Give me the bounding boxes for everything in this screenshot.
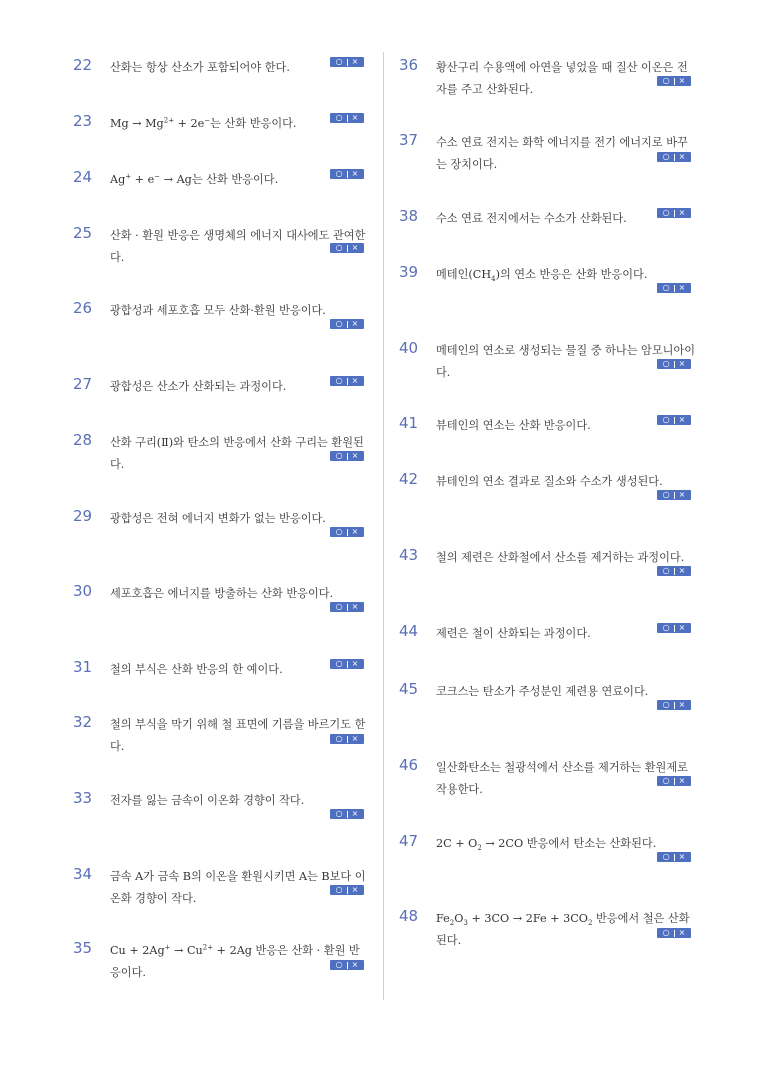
ox-answer-badge[interactable] <box>657 776 691 786</box>
badge-separator <box>674 625 675 632</box>
o-mark-icon: ○ <box>335 734 343 743</box>
x-mark-icon: × <box>351 960 359 969</box>
x-mark-icon: × <box>678 283 686 292</box>
o-mark-icon: ○ <box>662 283 670 292</box>
x-mark-icon: × <box>678 700 686 709</box>
x-mark-icon: × <box>678 776 686 785</box>
x-mark-icon: × <box>351 57 359 66</box>
question-number: 30 <box>73 582 93 600</box>
question-number: 24 <box>73 168 93 186</box>
question-number: 46 <box>399 756 419 774</box>
ox-answer-badge[interactable] <box>657 700 691 710</box>
x-mark-icon: × <box>678 490 686 499</box>
badge-separator <box>674 778 675 785</box>
badge-separator <box>347 59 348 66</box>
o-mark-icon: ○ <box>335 169 343 178</box>
badge-separator <box>674 285 675 292</box>
badge-separator <box>674 492 675 499</box>
question-number: 40 <box>399 339 419 357</box>
ox-answer-badge[interactable] <box>330 734 364 744</box>
question-number: 42 <box>399 470 419 488</box>
badge-separator <box>347 811 348 818</box>
question-number: 37 <box>399 131 419 149</box>
question-text: 산화 구리(Ⅱ)와 탄소의 반응에서 산화 구리는 환원된다. <box>110 436 364 471</box>
o-mark-icon: ○ <box>662 623 670 632</box>
x-mark-icon: × <box>678 415 686 424</box>
o-mark-icon: ○ <box>335 960 343 969</box>
ox-answer-badge[interactable] <box>330 169 364 179</box>
ox-answer-badge[interactable] <box>330 57 364 67</box>
question-text: 황산구리 수용액에 아연을 넣었을 때 질산 이온은 전자를 주고 산화된다. <box>436 61 688 96</box>
question-text: 철의 부식은 산화 반응의 한 예이다. <box>110 663 283 676</box>
question-number: 35 <box>73 939 93 957</box>
question-text: $Mg \to Mg^{2+} + 2e^-$는 산화 반응이다. <box>110 116 297 130</box>
question-text: 코크스는 탄소가 주성분인 제련용 연료이다. <box>436 685 649 698</box>
ox-answer-badge[interactable] <box>330 960 364 970</box>
o-mark-icon: ○ <box>335 659 343 668</box>
question-number: 22 <box>73 56 93 74</box>
badge-separator <box>674 702 675 709</box>
question-text: 뷰테인의 연소는 산화 반응이다. <box>436 419 591 432</box>
question-text: 수소 연료 전지는 화학 에너지를 전기 에너지로 바꾸는 장치이다. <box>436 136 688 171</box>
question-number: 31 <box>73 658 93 676</box>
o-mark-icon: ○ <box>335 113 343 122</box>
question-number: 23 <box>73 112 93 130</box>
badge-separator <box>347 887 348 894</box>
question-number: 43 <box>399 546 419 564</box>
question-text: 광합성과 세포호흡 모두 산화·환원 반응이다. <box>110 304 326 317</box>
o-mark-icon: ○ <box>335 376 343 385</box>
o-mark-icon: ○ <box>335 319 343 328</box>
ox-answer-badge[interactable] <box>330 527 364 537</box>
o-mark-icon: ○ <box>335 809 343 818</box>
badge-separator <box>347 529 348 536</box>
x-mark-icon: × <box>351 376 359 385</box>
question-number: 33 <box>73 789 93 807</box>
ox-answer-badge[interactable] <box>657 415 691 425</box>
x-mark-icon: × <box>351 113 359 122</box>
question-text: 세포호흡은 에너지를 방출하는 산화 반응이다. <box>110 587 334 600</box>
question-number: 29 <box>73 507 93 525</box>
badge-separator <box>347 604 348 611</box>
question-number: 36 <box>399 56 419 74</box>
x-mark-icon: × <box>678 566 686 575</box>
ox-answer-badge[interactable] <box>330 659 364 669</box>
o-mark-icon: ○ <box>662 359 670 368</box>
x-mark-icon: × <box>351 602 359 611</box>
question-number: 32 <box>73 713 93 731</box>
x-mark-icon: × <box>351 243 359 252</box>
question-text: 메테인$(CH_4)$의 연소 반응은 산화 반응이다. <box>436 268 648 284</box>
o-mark-icon: ○ <box>662 76 670 85</box>
ox-answer-badge[interactable] <box>657 928 691 938</box>
question-number: 39 <box>399 263 419 281</box>
badge-separator <box>674 854 675 861</box>
x-mark-icon: × <box>678 359 686 368</box>
ox-answer-badge[interactable] <box>657 76 691 86</box>
o-mark-icon: ○ <box>662 415 670 424</box>
question-number: 28 <box>73 431 93 449</box>
question-text: 산화 · 환원 반응은 생명체의 에너지 대사에도 관여한다. <box>110 229 366 264</box>
question-number: 47 <box>399 832 419 850</box>
badge-separator <box>674 361 675 368</box>
badge-separator <box>347 962 348 969</box>
question-text: 메테인의 연소로 생성되는 물질 중 하나는 암모니아이다. <box>436 344 696 379</box>
question-text: 광합성은 전혀 에너지 변화가 없는 반응이다. <box>110 512 326 525</box>
ox-answer-badge[interactable] <box>657 152 691 162</box>
question-text: $Fe_2O_3 + 3CO \to 2Fe + 3CO_2$ 반응에서 철은 산화된다. <box>436 912 690 947</box>
question-number: 25 <box>73 224 93 242</box>
x-mark-icon: × <box>678 852 686 861</box>
o-mark-icon: ○ <box>662 566 670 575</box>
ox-answer-badge[interactable] <box>657 359 691 369</box>
x-mark-icon: × <box>678 208 686 217</box>
x-mark-icon: × <box>678 76 686 85</box>
badge-separator <box>347 115 348 122</box>
question-text: 광합성은 산소가 산화되는 과정이다. <box>110 380 287 393</box>
badge-separator <box>674 154 675 161</box>
question-text: 일산화탄소는 철광석에서 산소를 제거하는 환원제로 작용한다. <box>436 761 688 796</box>
question-number: 41 <box>399 414 419 432</box>
x-mark-icon: × <box>351 659 359 668</box>
x-mark-icon: × <box>678 928 686 937</box>
o-mark-icon: ○ <box>335 885 343 894</box>
question-number: 27 <box>73 375 93 393</box>
badge-separator <box>347 661 348 668</box>
badge-separator <box>674 568 675 575</box>
x-mark-icon: × <box>351 527 359 536</box>
x-mark-icon: × <box>351 734 359 743</box>
ox-answer-badge[interactable] <box>657 208 691 218</box>
ox-answer-badge[interactable] <box>657 852 691 862</box>
x-mark-icon: × <box>351 885 359 894</box>
o-mark-icon: ○ <box>662 208 670 217</box>
x-mark-icon: × <box>351 451 359 460</box>
o-mark-icon: ○ <box>662 700 670 709</box>
column-divider <box>383 52 384 1000</box>
question-text: 뷰테인의 연소 결과로 질소와 수소가 생성된다. <box>436 475 663 488</box>
question-text: 산화는 항상 산소가 포함되어야 한다. <box>110 61 290 74</box>
ox-answer-badge[interactable] <box>330 885 364 895</box>
ox-answer-badge[interactable] <box>330 602 364 612</box>
o-mark-icon: ○ <box>335 57 343 66</box>
question-number: 45 <box>399 680 419 698</box>
question-text: $2C + O_2 \to 2CO$ 반응에서 탄소는 산화된다. <box>436 837 657 853</box>
x-mark-icon: × <box>678 152 686 161</box>
ox-answer-badge[interactable] <box>330 809 364 819</box>
ox-answer-badge[interactable] <box>330 376 364 386</box>
badge-separator <box>674 210 675 217</box>
x-mark-icon: × <box>678 623 686 632</box>
o-mark-icon: ○ <box>662 490 670 499</box>
o-mark-icon: ○ <box>662 928 670 937</box>
question-number: 48 <box>399 907 419 925</box>
badge-separator <box>347 736 348 743</box>
badge-separator <box>347 245 348 252</box>
o-mark-icon: ○ <box>662 852 670 861</box>
ox-answer-badge[interactable] <box>657 490 691 500</box>
badge-separator <box>347 453 348 460</box>
question-number: 34 <box>73 865 93 883</box>
question-text: Ag+ + e− → Ag는 산화 반응이다. <box>110 172 279 186</box>
o-mark-icon: ○ <box>662 152 670 161</box>
x-mark-icon: × <box>351 169 359 178</box>
question-text: 전자를 잃는 금속이 이온화 경향이 작다. <box>110 794 305 807</box>
question-text: $Cu + 2Ag^+ \to Cu^{2+} + 2Ag$ 반응은 산화 · 환원 반응이다. <box>110 943 360 979</box>
question-text: 수소 연료 전지에서는 수소가 산화된다. <box>436 212 627 225</box>
ox-answer-badge[interactable] <box>330 451 364 461</box>
o-mark-icon: ○ <box>335 602 343 611</box>
question-number: 26 <box>73 299 93 317</box>
badge-separator <box>347 321 348 328</box>
o-mark-icon: ○ <box>662 776 670 785</box>
question-text: 금속 A가 금속 B의 이온을 환원시키면 A는 B보다 이온화 경향이 작다. <box>110 870 366 905</box>
badge-separator <box>674 417 675 424</box>
question-number: 44 <box>399 622 419 640</box>
question-number: 38 <box>399 207 419 225</box>
o-mark-icon: ○ <box>335 527 343 536</box>
question-text: 철의 부식을 막기 위해 철 표면에 기름을 바르기도 한다. <box>110 718 366 753</box>
question-text: 철의 제련은 산화철에서 산소를 제거하는 과정이다. <box>436 551 685 564</box>
ox-answer-badge[interactable] <box>657 566 691 576</box>
o-mark-icon: ○ <box>335 451 343 460</box>
ox-answer-badge[interactable] <box>330 243 364 253</box>
ox-answer-badge[interactable] <box>657 283 691 293</box>
ox-answer-badge[interactable] <box>657 623 691 633</box>
badge-separator <box>674 930 675 937</box>
badge-separator <box>347 378 348 385</box>
o-mark-icon: ○ <box>335 243 343 252</box>
x-mark-icon: × <box>351 809 359 818</box>
badge-separator <box>674 78 675 85</box>
badge-separator <box>347 171 348 178</box>
ox-answer-badge[interactable] <box>330 113 364 123</box>
ox-answer-badge[interactable] <box>330 319 364 329</box>
x-mark-icon: × <box>351 319 359 328</box>
question-text: 제련은 철이 산화되는 과정이다. <box>436 627 591 640</box>
